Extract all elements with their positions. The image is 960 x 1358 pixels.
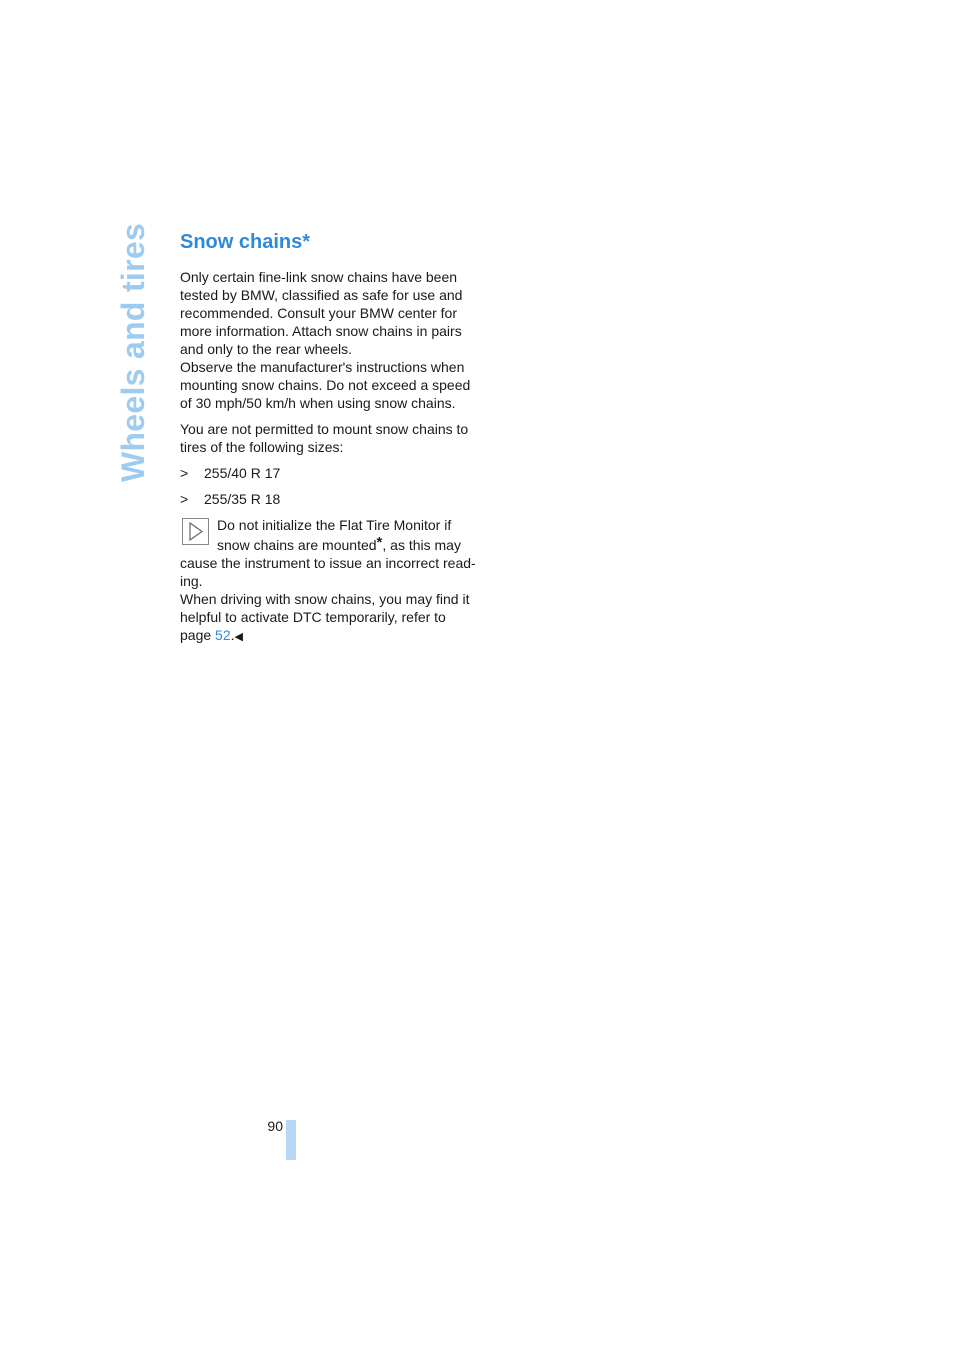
caution-triangle-icon [182, 518, 209, 545]
note-text-d: . [230, 627, 235, 643]
note-text-a: Do not initialize the Flat Tire Monitor if snow chains are mounted [217, 517, 452, 553]
bullet-marker: > [180, 465, 189, 481]
end-mark-icon: ◀ [234, 631, 243, 643]
list-item [180, 464, 480, 482]
intro-text: Only certain fine-link snow chains have been tested by BMW, classified as safe for use and recommended. Consult your BMW center for more information. Attach snow chains in pairs and only to the rear wheels. [180, 269, 463, 357]
tire-size: 255/40 R 17 [204, 465, 281, 481]
optional-equipment-star: * [376, 534, 383, 551]
caution-note [180, 516, 480, 646]
page-reference-link[interactable]: 52 [215, 627, 231, 643]
chapter-title-text: Wheels and tires [115, 222, 152, 482]
main-content [180, 228, 480, 646]
bullet-marker: > [180, 491, 189, 507]
page-number: 90 [267, 1118, 283, 1134]
tire-size: 255/35 R 18 [204, 491, 281, 507]
section-heading: Snow chains* [180, 231, 311, 253]
paragraph-restriction: You are not permitted to mount snow chains to tires of the following sizes: [180, 421, 469, 455]
note-text-b: , as this may cause the instrument to issue an incorrect read-ing. [180, 537, 476, 589]
tire-size-list [180, 464, 480, 508]
paragraph-intro [180, 268, 480, 412]
note-text [180, 516, 480, 646]
page-marker-bar [286, 1120, 296, 1160]
instructions-text: Observe the manufacturer's instructions when mounting snow chains. Do not exceed a speed of 30 mph/50 km/h when using snow chains. [180, 359, 471, 411]
chapter-side-title [112, 222, 156, 482]
list-item [180, 490, 480, 508]
note-text-c: When driving with snow chains, you may find it helpful to activate DTC temporarily, refer to page [180, 591, 470, 643]
